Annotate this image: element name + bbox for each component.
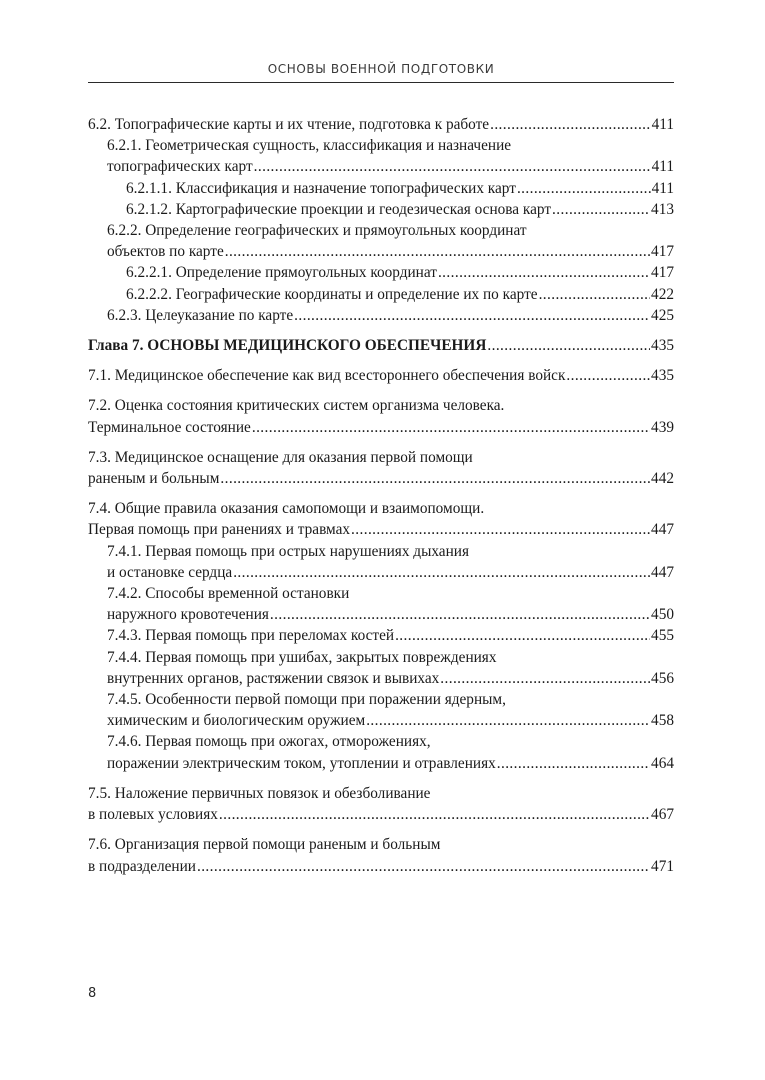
toc-entry-page: 447: [651, 563, 674, 581]
toc-entry-title: Первая помощь при ранениях и травмах: [88, 521, 351, 539]
toc-entry-page: 411: [651, 158, 674, 176]
toc-entry-page: 411: [651, 116, 674, 133]
toc-entry-page: 455: [651, 627, 674, 645]
toc-entry-title: 6.2.1.1. Классификация и назначение топографических карт: [126, 179, 516, 197]
toc-entry-title: 6.2.2.2. Географические координаты и определение их по карте: [126, 285, 538, 303]
dot-leader: [539, 284, 650, 305]
dot-leader: [270, 604, 650, 625]
toc-entry-page: 471: [651, 857, 674, 875]
toc-entry-title-line1: 7.3. Медицинское оснащение для оказания первой помощи: [88, 448, 473, 466]
toc-entry-title-line1: 7.4.1. Первая помощь при острых нарушениях дыхания: [107, 542, 470, 560]
toc-entry-page: 422: [651, 285, 674, 303]
dot-leader: [220, 468, 650, 489]
dot-leader: [517, 178, 651, 199]
dot-leader: [552, 199, 650, 220]
toc-entry-6-2-1-2[interactable]: [88, 199, 674, 220]
dot-leader: [487, 335, 650, 356]
dot-leader: [395, 625, 650, 646]
toc-entry-title: внутренних органов, растяжении связок и вывихах: [107, 669, 440, 687]
toc-entry-7-1[interactable]: [88, 365, 674, 386]
toc-entry-title-line1: 7.4.4. Первая помощь при ушибах, закрытых повреждениях: [107, 648, 497, 666]
toc-entry-6-2[interactable]: [88, 114, 674, 135]
toc-entry-6-2-2-2[interactable]: [88, 284, 674, 305]
toc-entry-6-2-3[interactable]: [88, 305, 674, 326]
toc-entry-page: 447: [651, 521, 674, 539]
running-head: ОСНОВЫ ВОЕННОЙ ПОДГОТОВКИ: [267, 62, 495, 76]
toc-entry-title: 7.1. Медицинское обеспечение как вид всестороннего обеспечения войск: [88, 367, 566, 385]
toc-entry-title: и остановке сердца: [107, 563, 233, 581]
toc-entry-7-6[interactable]: [88, 834, 674, 876]
toc-entry-page: 417: [651, 243, 674, 261]
toc-entry-page: 456: [651, 669, 674, 687]
dot-leader: [252, 417, 650, 438]
chapter-title: Глава 7. ОСНОВЫ МЕДИЦИНСКОГО ОБЕСПЕЧЕНИЯ: [88, 337, 487, 355]
toc-entry-title-line1: 7.4.2. Способы временной остановки: [107, 585, 350, 603]
toc-entry-7-4-1[interactable]: [88, 541, 674, 583]
toc-entry-7-5[interactable]: [88, 783, 674, 825]
toc-entry-7-4-6[interactable]: [88, 731, 674, 773]
toc-entry-title: 6.2.3. Целеуказание по карте: [107, 306, 294, 324]
dot-leader: [490, 114, 651, 135]
toc-entry-title-line1: 7.2. Оценка состояния критических систем организма человека.: [88, 397, 505, 415]
toc-entry-title-line1: 7.5. Наложение первичных повязок и обезболивание: [88, 784, 431, 802]
toc-entry-title-line1: 6.2.1. Геометрическая сущность, классификация и назначение: [107, 137, 512, 155]
toc-entry-7-4-4[interactable]: [88, 647, 674, 689]
toc-entry-page: 435: [651, 337, 674, 355]
toc-entry-6-2-1-1[interactable]: [88, 178, 674, 199]
toc-entry-page: 425: [651, 306, 674, 324]
toc-entry-title-line1: 7.4.5. Особенности первой помощи при поражении ядерным,: [107, 691, 506, 709]
toc-entry-7-3[interactable]: [88, 447, 674, 489]
toc-entry-title: 7.4.3. Первая помощь при переломах костей: [107, 627, 395, 645]
toc-chapter-7[interactable]: [88, 335, 674, 356]
toc-entry-page: 411: [651, 179, 674, 197]
toc-entry-page: 435: [651, 367, 674, 385]
toc-entry-title: 6.2.2.1. Определение прямоугольных координат: [126, 264, 437, 282]
dot-leader: [294, 305, 650, 326]
dot-leader: [366, 710, 650, 731]
page-number: 8: [88, 986, 97, 1001]
toc-entry-title: раненым и больным: [88, 470, 220, 488]
toc-entry-title: 6.2.1.2. Картографические проекции и геодезическая основа карт: [126, 200, 552, 218]
toc-entry-7-4-2[interactable]: [88, 583, 674, 625]
dot-leader: [197, 856, 650, 877]
toc-entry-7-2[interactable]: [88, 395, 674, 437]
toc-entry-title-line1: 7.6. Организация первой помощи раненым и больным: [88, 836, 441, 854]
toc-entry-page: 464: [651, 754, 674, 772]
toc-entry-page: 450: [651, 606, 674, 624]
header-rule: [88, 82, 674, 83]
toc-entry-6-2-1[interactable]: [88, 135, 674, 177]
toc-entry-title-line1: 7.4. Общие правила оказания самопомощи и взаимопомощи.: [88, 500, 485, 518]
toc-entry-title-line1: 7.4.6. Первая помощь при ожогах, отморожениях,: [107, 733, 431, 751]
toc-entry-page: 442: [651, 470, 674, 488]
toc-entry-6-2-2-1[interactable]: [88, 262, 674, 283]
dot-leader: [351, 519, 650, 540]
toc-entry-title: 6.2. Топографические карты и их чтение, подготовка к работе: [88, 116, 490, 133]
toc-entry-title: наружного кровотечения: [107, 606, 269, 624]
dot-leader: [219, 804, 650, 825]
toc-entry-7-4[interactable]: [88, 498, 674, 540]
toc-entry-page: 458: [651, 712, 674, 730]
toc-entry-title: в подразделении: [88, 857, 196, 875]
table-of-contents: [88, 114, 674, 877]
toc-entry-page: 439: [651, 418, 674, 436]
dot-leader: [225, 241, 650, 262]
dot-leader: [497, 753, 650, 774]
toc-entry-7-4-5[interactable]: [88, 689, 674, 731]
toc-entry-title: Терминальное состояние: [88, 418, 251, 436]
dot-leader: [438, 262, 650, 283]
toc-entry-title: химическим и биологическим оружием: [107, 712, 366, 730]
dot-leader: [254, 156, 651, 177]
toc-entry-title-line1: 6.2.2. Определение географических и прямоугольных координат: [107, 222, 527, 240]
toc-entry-page: 413: [651, 200, 674, 218]
toc-entry-title: топографических карт: [107, 158, 253, 176]
dot-leader: [440, 668, 650, 689]
toc-entry-title: в полевых условиях: [88, 806, 218, 824]
toc-entry-title: поражении электрическим током, утоплении и отравлениях: [107, 754, 496, 772]
toc-entry-7-4-3[interactable]: [88, 625, 674, 646]
toc-entry-page: 417: [651, 264, 674, 282]
toc-entry-6-2-2[interactable]: [88, 220, 674, 262]
toc-entry-title: объектов по карте: [107, 243, 224, 261]
toc-entry-page: 467: [651, 806, 674, 824]
dot-leader: [233, 562, 650, 583]
dot-leader: [566, 365, 650, 386]
